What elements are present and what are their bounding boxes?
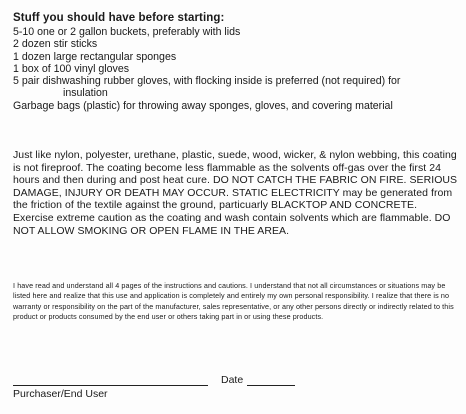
date-label: Date (221, 374, 244, 386)
list-item: Garbage bags (plastic) for throwing away sponges, gloves, and covering material (13, 99, 393, 112)
list-item: 2 dozen stir sticks (13, 38, 98, 51)
signature-line[interactable] (13, 385, 208, 386)
list-item-continuation-text: insulation (63, 87, 108, 100)
list-item: 5-10 one or 2 gallon buckets, preferably with lids (13, 26, 241, 38)
fire-warning-paragraph: Just like nylon, polyester, urethane, plastic, suede, wood, wicker, & nylon webbing, this coating is not fireproof. The coating become less flammable as the solvents off-gas over the first 24 hours and then during and post heat cure. DO NOT CATCH THE FABRIC ON FIRE. SERIOUS DAMAGE, INJURY OR DEATH MAY OCCUR. STATIC ELECTRICITY may be generated from the friction of the textile against the ground, particuarly BLACKTOP AND CONCRETE. Exercise extreme caution as the coating and wash contain solvents which are flammable. DO NOT ALLOW SMOKING OR OPEN FLAME IN THE AREA. (13, 149, 458, 237)
acknowledgement-paragraph: I have read and understand all 4 pages of the instructions and cautions. I understand that not all circumstances or situations may be listed here and realize that this use and application is completely and entirely my own personal responsibility. I realize that there is no warranty or responsibility on the part of the manufacturer, sales representative, or any other persons directly or indirectly related to this product or products consumed by the end user or others taking part in or using these products. (13, 281, 454, 321)
supplies-heading: Stuff you should have before starting: (13, 12, 225, 24)
list-item: 1 box of 100 vinyl gloves (13, 62, 130, 75)
date-line[interactable] (247, 385, 295, 386)
list-item: 1 dozen large rectangular sponges (13, 50, 177, 63)
purchaser-label: Purchaser/End User (13, 388, 108, 400)
list-item: 5 pair dishwashing rubber gloves, with flocking inside is preferred (not required) for (13, 75, 401, 88)
supplies-list (13, 26, 400, 112)
list-item-continuation (13, 87, 400, 99)
